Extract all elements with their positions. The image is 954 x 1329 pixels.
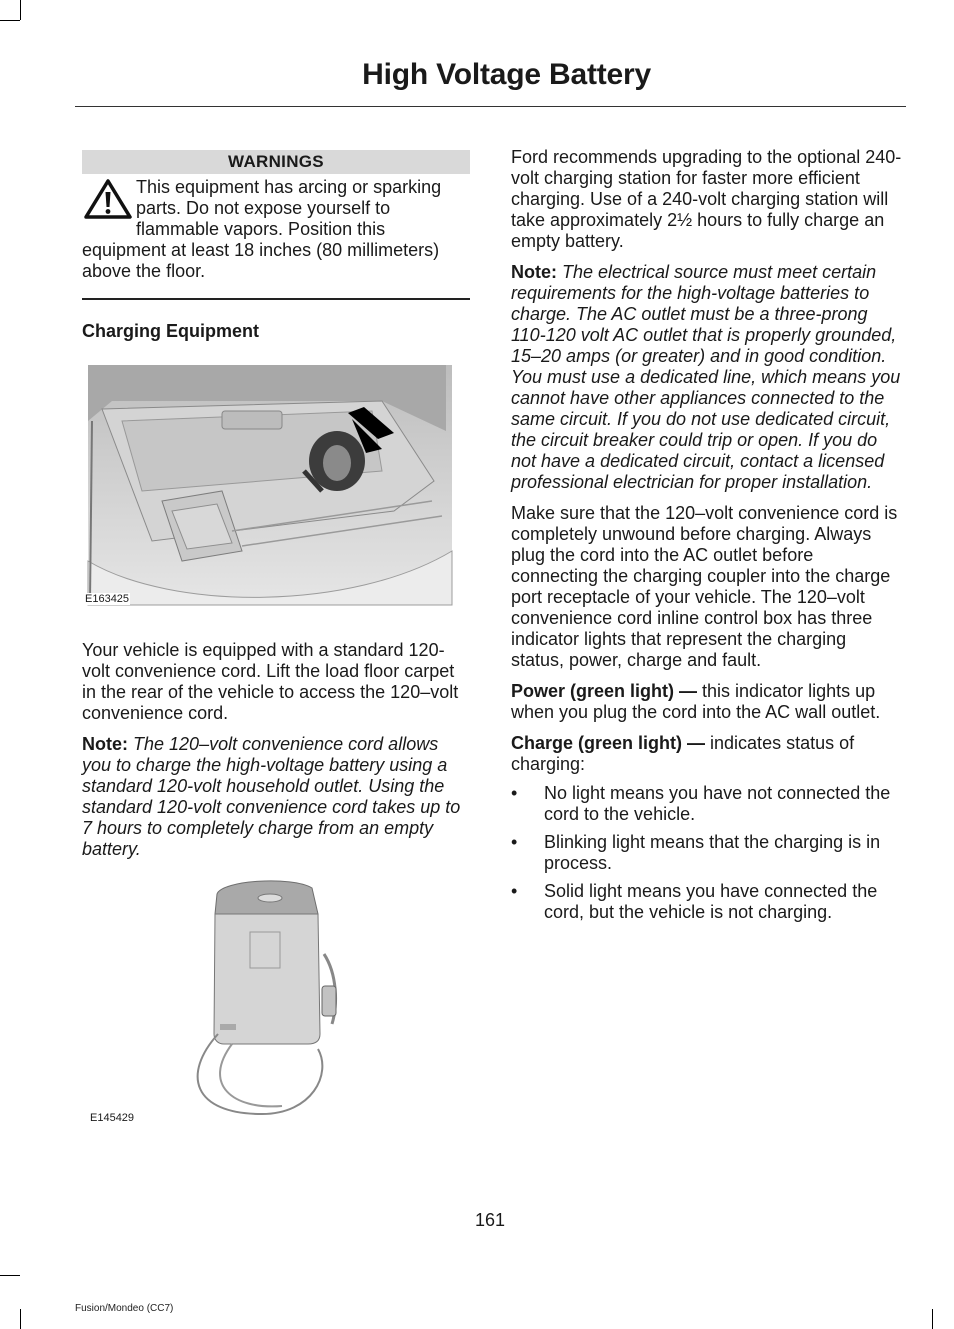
left-column bbox=[82, 150, 470, 1124]
list-item bbox=[511, 832, 903, 874]
paragraph: Make sure that the 120–volt convenience cord is completely unwound before charging. Always plug the cord into the AC outlet before connecting the charging coupler into the charge port receptacle of your vehicle. The 120–volt convenience cord inline control box has three indicator lights that represent the charging status, power, charge and fault. bbox=[511, 503, 898, 670]
bullet-icon: • bbox=[511, 881, 518, 901]
bullet-icon: • bbox=[511, 783, 518, 803]
power-light-paragraph bbox=[511, 681, 903, 723]
charge-status-list bbox=[511, 783, 903, 923]
charge-light-paragraph bbox=[511, 733, 903, 775]
page-number: 161 bbox=[474, 1210, 506, 1230]
note-paragraph bbox=[511, 262, 903, 493]
trunk-illustration bbox=[82, 361, 462, 623]
note-label: Note: bbox=[511, 262, 557, 282]
cord-drawing bbox=[82, 874, 470, 1124]
title-divider bbox=[75, 106, 906, 107]
list-item-text: No light means you have not connected the cord to the vehicle. bbox=[544, 783, 891, 824]
warnings-heading: WARNINGS bbox=[82, 150, 470, 174]
crop-mark bbox=[0, 1275, 20, 1276]
list-item bbox=[511, 881, 903, 923]
note-text: The electrical source must meet certain requirements for the high-voltage batteries to charge. The AC outlet must be a three-prong 110-120 volt AC outlet that is properly grounded, 15–20 amps (or greater) and in good condition. You must use a dedicated line, which means you cannot have other appliances connected to the same circuit. If you do not use dedicated circuit, the circuit breaker could trip or open. If you do not have a dedicated circuit, contact a licensed professional electrician for proper installation. bbox=[511, 262, 901, 492]
paragraph: Your vehicle is equipped with a standard 120-volt convenience cord. Lift the load floor carpet in the rear of the vehicle to access the 120–volt convenience cord. bbox=[82, 640, 459, 723]
charge-light-label: Charge (green light) — bbox=[511, 733, 706, 753]
page-title: High Voltage Battery bbox=[362, 58, 651, 91]
crop-mark bbox=[20, 0, 21, 20]
crop-mark bbox=[932, 1309, 933, 1329]
convenience-cord-illustration bbox=[82, 874, 470, 1124]
paragraph: Ford recommends upgrading to the optional 240-volt charging station for faster more efficient charging. Use of a 240-volt charging station will take approximately 2½ hours to fully charge an empty battery. bbox=[511, 147, 902, 251]
warning-divider bbox=[82, 298, 470, 300]
right-column bbox=[511, 147, 903, 930]
figure-label: E145429 bbox=[90, 1112, 135, 1124]
warning-text: This equipment has arcing or sparking parts. Do not expose yourself to flammable vapors. Position this equipment at least 18 inches (80 millimeters) above the floor. bbox=[82, 177, 442, 281]
charge-light-text: indicates status of charging: bbox=[511, 733, 855, 774]
note-label: Note: bbox=[82, 734, 128, 754]
warning-box bbox=[82, 177, 470, 282]
list-item-text: Blinking light means that the charging is in process. bbox=[544, 832, 881, 873]
crop-mark bbox=[0, 20, 20, 21]
note-paragraph bbox=[82, 734, 470, 860]
footer-model: Fusion/Mondeo (CC7) bbox=[75, 1303, 174, 1314]
warning-triangle-icon bbox=[82, 177, 134, 221]
list-item-text: Solid light means you have connected the cord, but the vehicle is not charging. bbox=[544, 881, 878, 922]
power-light-text: this indicator lights up when you plug the cord into the AC wall outlet. bbox=[511, 681, 881, 722]
figure-label: E163425 bbox=[85, 593, 130, 605]
trunk-drawing bbox=[82, 361, 462, 623]
power-light-label: Power (green light) — bbox=[511, 681, 698, 701]
bullet-icon: • bbox=[511, 832, 518, 852]
section-heading: Charging Equipment bbox=[82, 321, 259, 341]
crop-mark bbox=[20, 1309, 21, 1329]
note-text: The 120–volt convenience cord allows you to charge the high-voltage battery using a standard 120-volt household outlet. Using the standard 120-volt convenience cord takes up to 7 hours to completely charge from an empty battery. bbox=[82, 734, 461, 859]
list-item bbox=[511, 783, 903, 825]
